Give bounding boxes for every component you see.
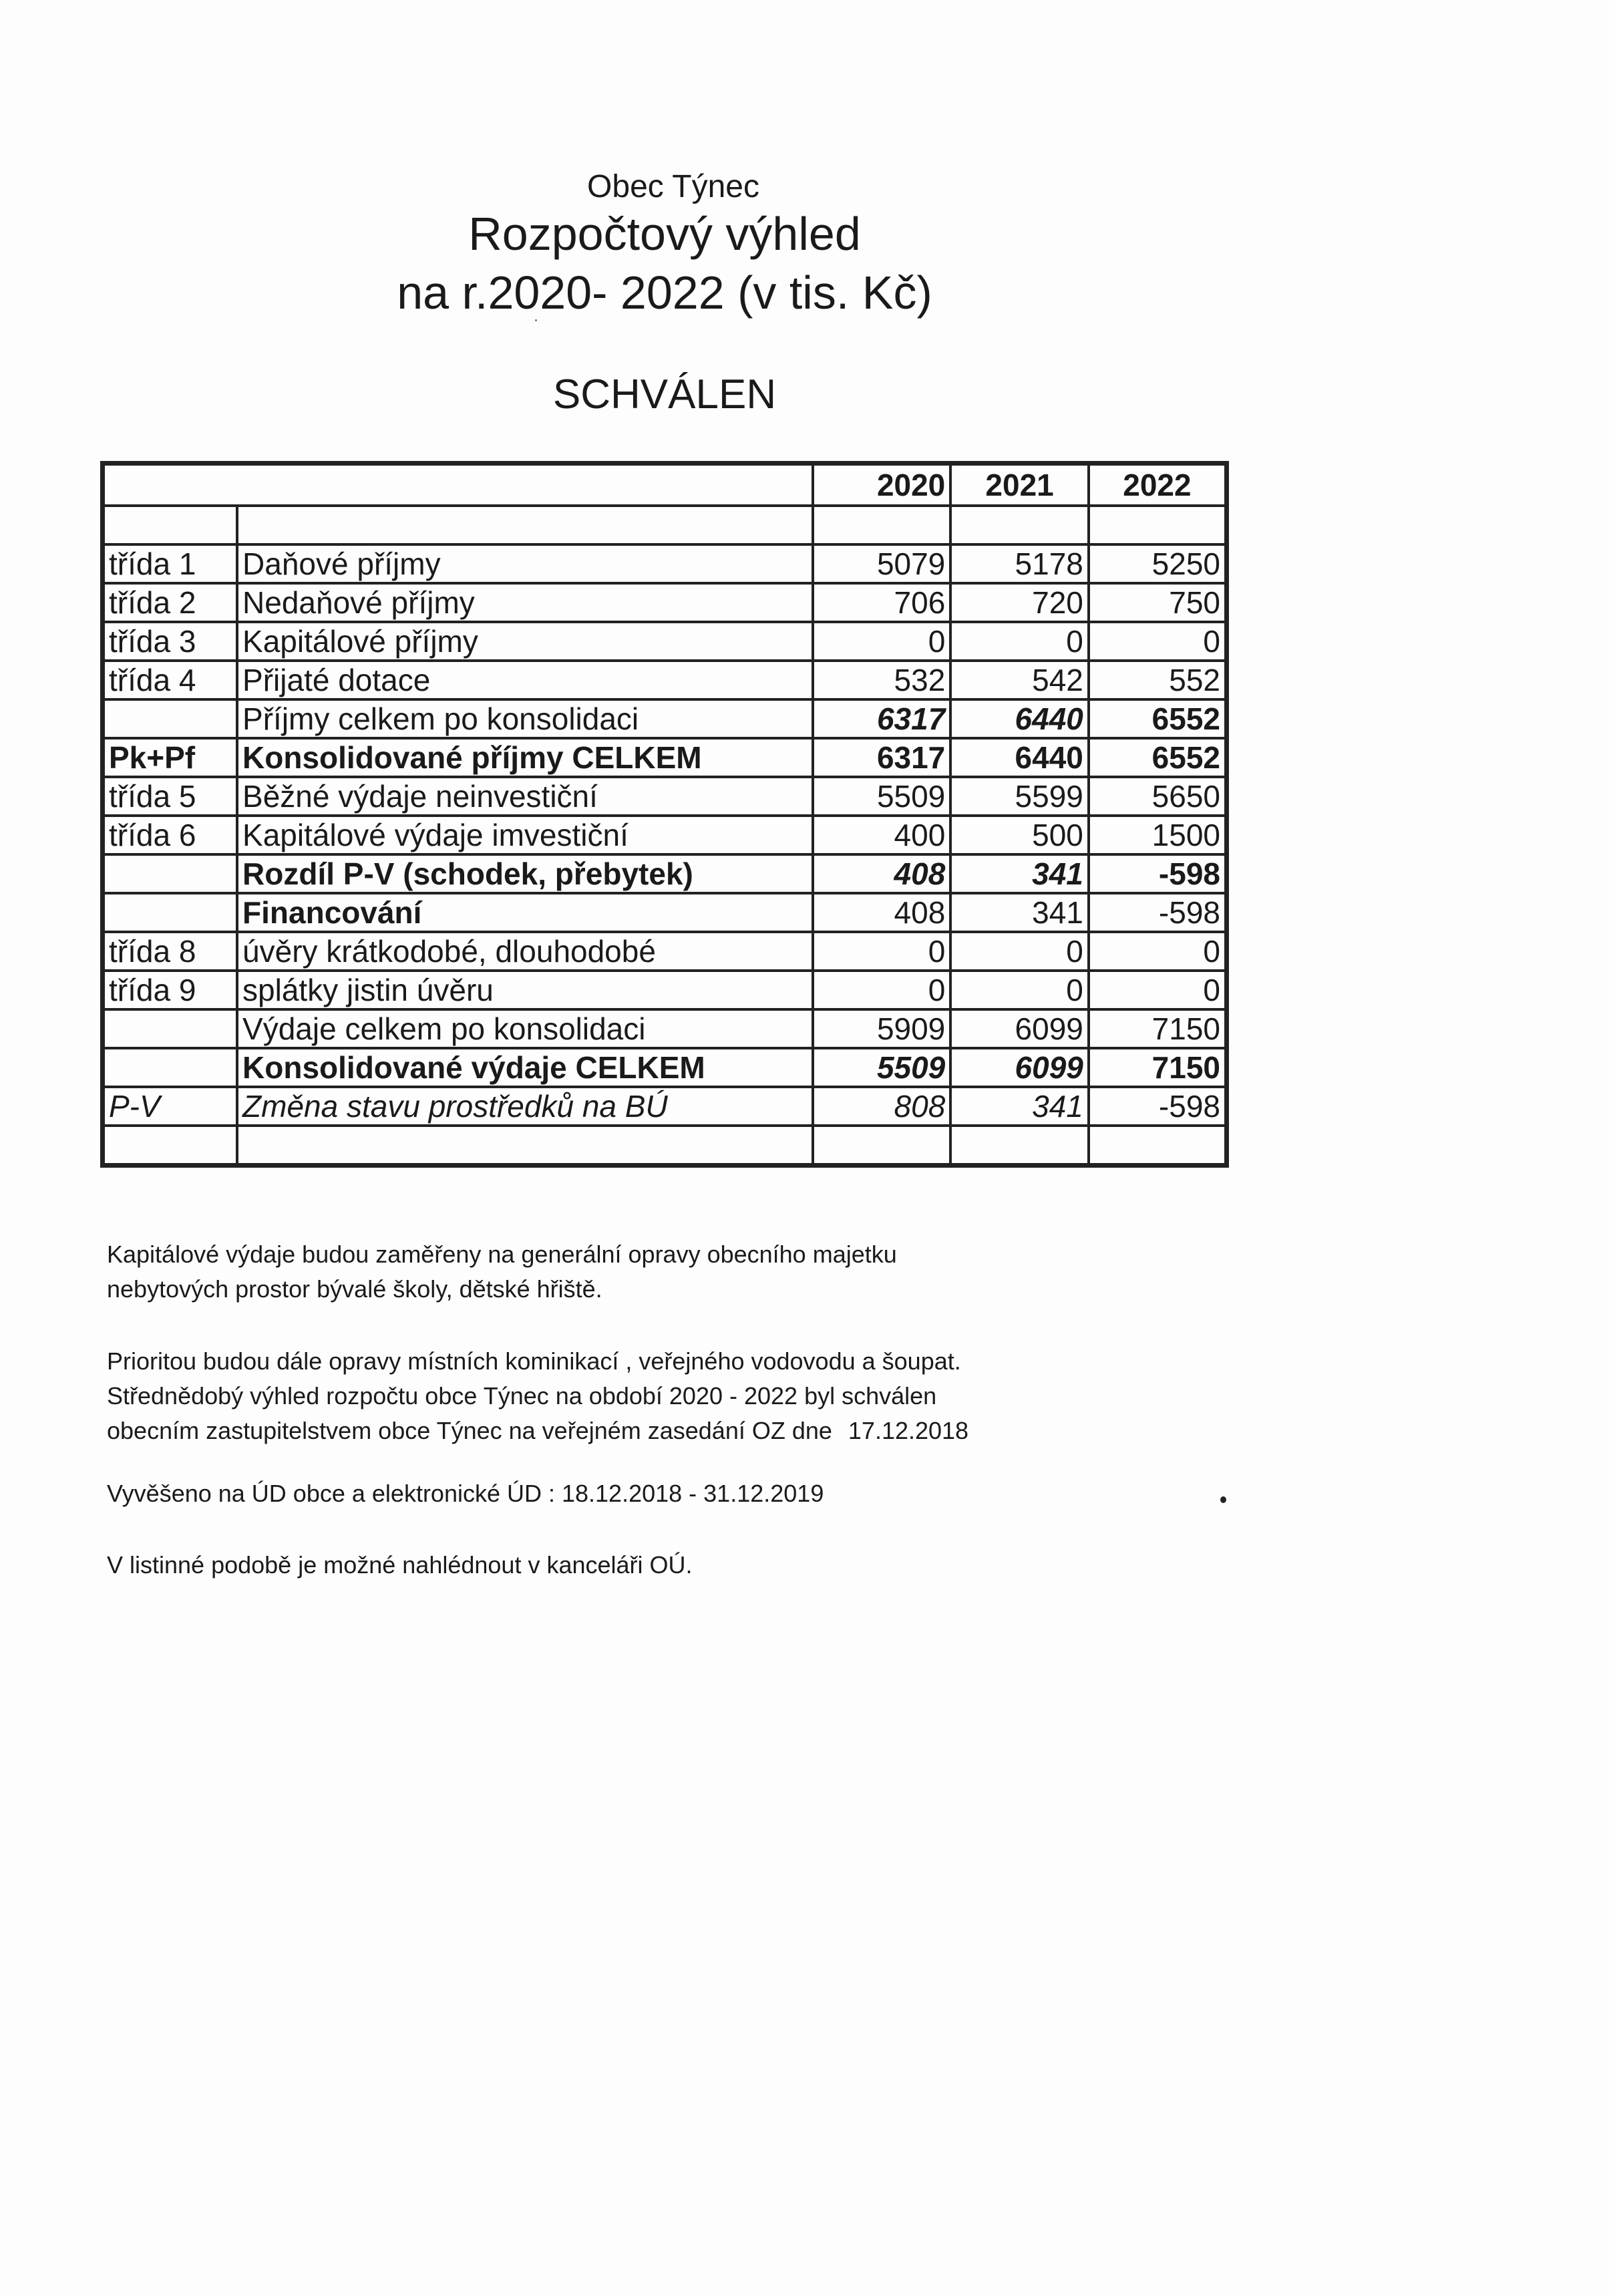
row-value: 5650	[1089, 777, 1227, 816]
row-value: 0	[1089, 971, 1227, 1009]
table-row	[103, 971, 1227, 1009]
row-code: třída 2	[103, 583, 238, 622]
row-code: Pk+Pf	[103, 738, 238, 777]
row-value: 7150	[1089, 1048, 1227, 1087]
paper-copy-note	[107, 1548, 693, 1583]
row-value: 6099	[950, 1048, 1089, 1087]
row-value: 5509	[813, 1048, 951, 1087]
row-label: Konsolidované příjmy CELKEM	[237, 738, 813, 777]
row-value: 552	[1089, 661, 1227, 699]
year-header: 2020	[813, 464, 951, 506]
row-value: 0	[813, 932, 951, 971]
row-value: 0	[950, 932, 1089, 971]
row-value: 5178	[950, 544, 1089, 583]
row-code: třída 8	[103, 932, 238, 971]
row-value: 341	[950, 1087, 1089, 1126]
row-label: Kapitálové příjmy	[237, 622, 813, 661]
row-value: 5079	[813, 544, 951, 583]
table-row-balance-change	[103, 1087, 1227, 1126]
row-value: 750	[1089, 583, 1227, 622]
row-label: Nedaňové příjmy	[237, 583, 813, 622]
approval-date: 17.12.2018	[848, 1417, 969, 1444]
table-row-financing	[103, 893, 1227, 932]
table-row	[103, 816, 1227, 854]
row-value: 808	[813, 1087, 951, 1126]
row-label: Přijaté dotace	[237, 661, 813, 699]
row-value: 0	[950, 622, 1089, 661]
row-value: 341	[950, 854, 1089, 893]
row-code: třída 5	[103, 777, 238, 816]
row-code	[103, 699, 238, 738]
row-value: 6440	[950, 699, 1089, 738]
row-value: 0	[813, 622, 951, 661]
row-code: třída 9	[103, 971, 238, 1009]
note-line: Prioritou budou dále opravy místních kominikací , veřejného vodovodu a šoupat.	[107, 1347, 961, 1375]
row-value: 720	[950, 583, 1089, 622]
note-line: Střednědobý výhled rozpočtu obce Týnec na období 2020 - 2022 byl schválen	[107, 1382, 937, 1410]
note-line: Kapitálové výdaje budou zaměřeny na generální opravy obecního majetku	[107, 1241, 897, 1268]
row-code: P-V	[103, 1087, 238, 1126]
row-value: -598	[1089, 854, 1227, 893]
row-code: třída 3	[103, 622, 238, 661]
row-value: 542	[950, 661, 1089, 699]
row-value: 6099	[950, 1009, 1089, 1048]
note-line: nebytových prostor bývalé školy, dětské hřiště.	[107, 1275, 602, 1303]
row-value: 532	[813, 661, 951, 699]
row-value: -598	[1089, 893, 1227, 932]
header-empty-cell	[103, 464, 813, 506]
budget-table	[100, 461, 1229, 1168]
row-value: 5599	[950, 777, 1089, 816]
table-row	[103, 777, 1227, 816]
note-line: V listinné podobě je možné nahlédnout v kanceláři OÚ.	[107, 1551, 693, 1579]
note-line	[107, 1414, 968, 1448]
table-row-total	[103, 738, 1227, 777]
year-header: 2021	[950, 464, 1089, 506]
row-label: Běžné výdaje neinvestiční	[237, 777, 813, 816]
scan-speck	[535, 319, 537, 321]
table-row-total	[103, 1048, 1227, 1087]
table-row-difference	[103, 854, 1227, 893]
document-title: Rozpočtový výhled	[468, 208, 861, 260]
row-label: Financování	[237, 893, 813, 932]
row-value: 0	[1089, 932, 1227, 971]
row-label: Výdaje celkem po konsolidaci	[237, 1009, 813, 1048]
row-label: Příjmy celkem po konsolidaci	[237, 699, 813, 738]
row-label: Změna stavu prostředků na BÚ	[237, 1087, 813, 1126]
row-label: Konsolidované výdaje CELKEM	[237, 1048, 813, 1087]
approval-status: SCHVÁLEN	[552, 371, 777, 418]
row-value: 5509	[813, 777, 951, 816]
table-header-row	[103, 464, 1227, 506]
row-code: třída 1	[103, 544, 238, 583]
row-value: -598	[1089, 1087, 1227, 1126]
capital-expenditure-note	[107, 1237, 897, 1307]
approval-text: obecním zastupitelstvem obce Týnec na veřejném zasedání OZ dne	[107, 1417, 832, 1444]
row-value: 341	[950, 893, 1089, 932]
row-value: 408	[813, 893, 951, 932]
row-value: 408	[813, 854, 951, 893]
table-row	[103, 661, 1227, 699]
row-label: Daňové příjmy	[237, 544, 813, 583]
row-value: 0	[813, 971, 951, 1009]
table-row	[103, 622, 1227, 661]
row-code	[103, 854, 238, 893]
row-code	[103, 1009, 238, 1048]
table-row	[103, 583, 1227, 622]
scan-speck	[1220, 1496, 1226, 1503]
row-value: 5909	[813, 1009, 951, 1048]
note-line: Vyvěšeno na ÚD obce a elektronické ÚD : 18.12.2018 - 31.12.2019	[107, 1480, 824, 1507]
row-value: 0	[1089, 622, 1227, 661]
posting-note	[107, 1476, 824, 1511]
row-label: splátky jistin úvěru	[237, 971, 813, 1009]
row-value: 500	[950, 816, 1089, 854]
row-value: 6552	[1089, 699, 1227, 738]
row-label: Kapitálové výdaje imvestiční	[237, 816, 813, 854]
year-header: 2022	[1089, 464, 1227, 506]
row-label: Rozdíl P-V (schodek, přebytek)	[237, 854, 813, 893]
document-subtitle: na r.2020- 2022 (v tis. Kč)	[397, 267, 932, 319]
approval-note	[107, 1344, 968, 1448]
row-code	[103, 1048, 238, 1087]
row-code: třída 6	[103, 816, 238, 854]
row-value: 400	[813, 816, 951, 854]
table-blank-row	[103, 506, 1227, 544]
row-label: úvěry krátkodobé, dlouhodobé	[237, 932, 813, 971]
row-value: 0	[950, 971, 1089, 1009]
row-value: 1500	[1089, 816, 1227, 854]
table-blank-row	[103, 1126, 1227, 1166]
table-row-subtotal	[103, 699, 1227, 738]
row-value: 6552	[1089, 738, 1227, 777]
municipality-name: Obec Týnec	[587, 169, 759, 204]
table-row	[103, 1009, 1227, 1048]
row-code	[103, 893, 238, 932]
table-row	[103, 544, 1227, 583]
row-value: 6317	[813, 738, 951, 777]
row-value: 706	[813, 583, 951, 622]
table-row	[103, 932, 1227, 971]
row-value: 7150	[1089, 1009, 1227, 1048]
row-code: třída 4	[103, 661, 238, 699]
row-value: 6440	[950, 738, 1089, 777]
row-value: 6317	[813, 699, 951, 738]
row-value: 5250	[1089, 544, 1227, 583]
